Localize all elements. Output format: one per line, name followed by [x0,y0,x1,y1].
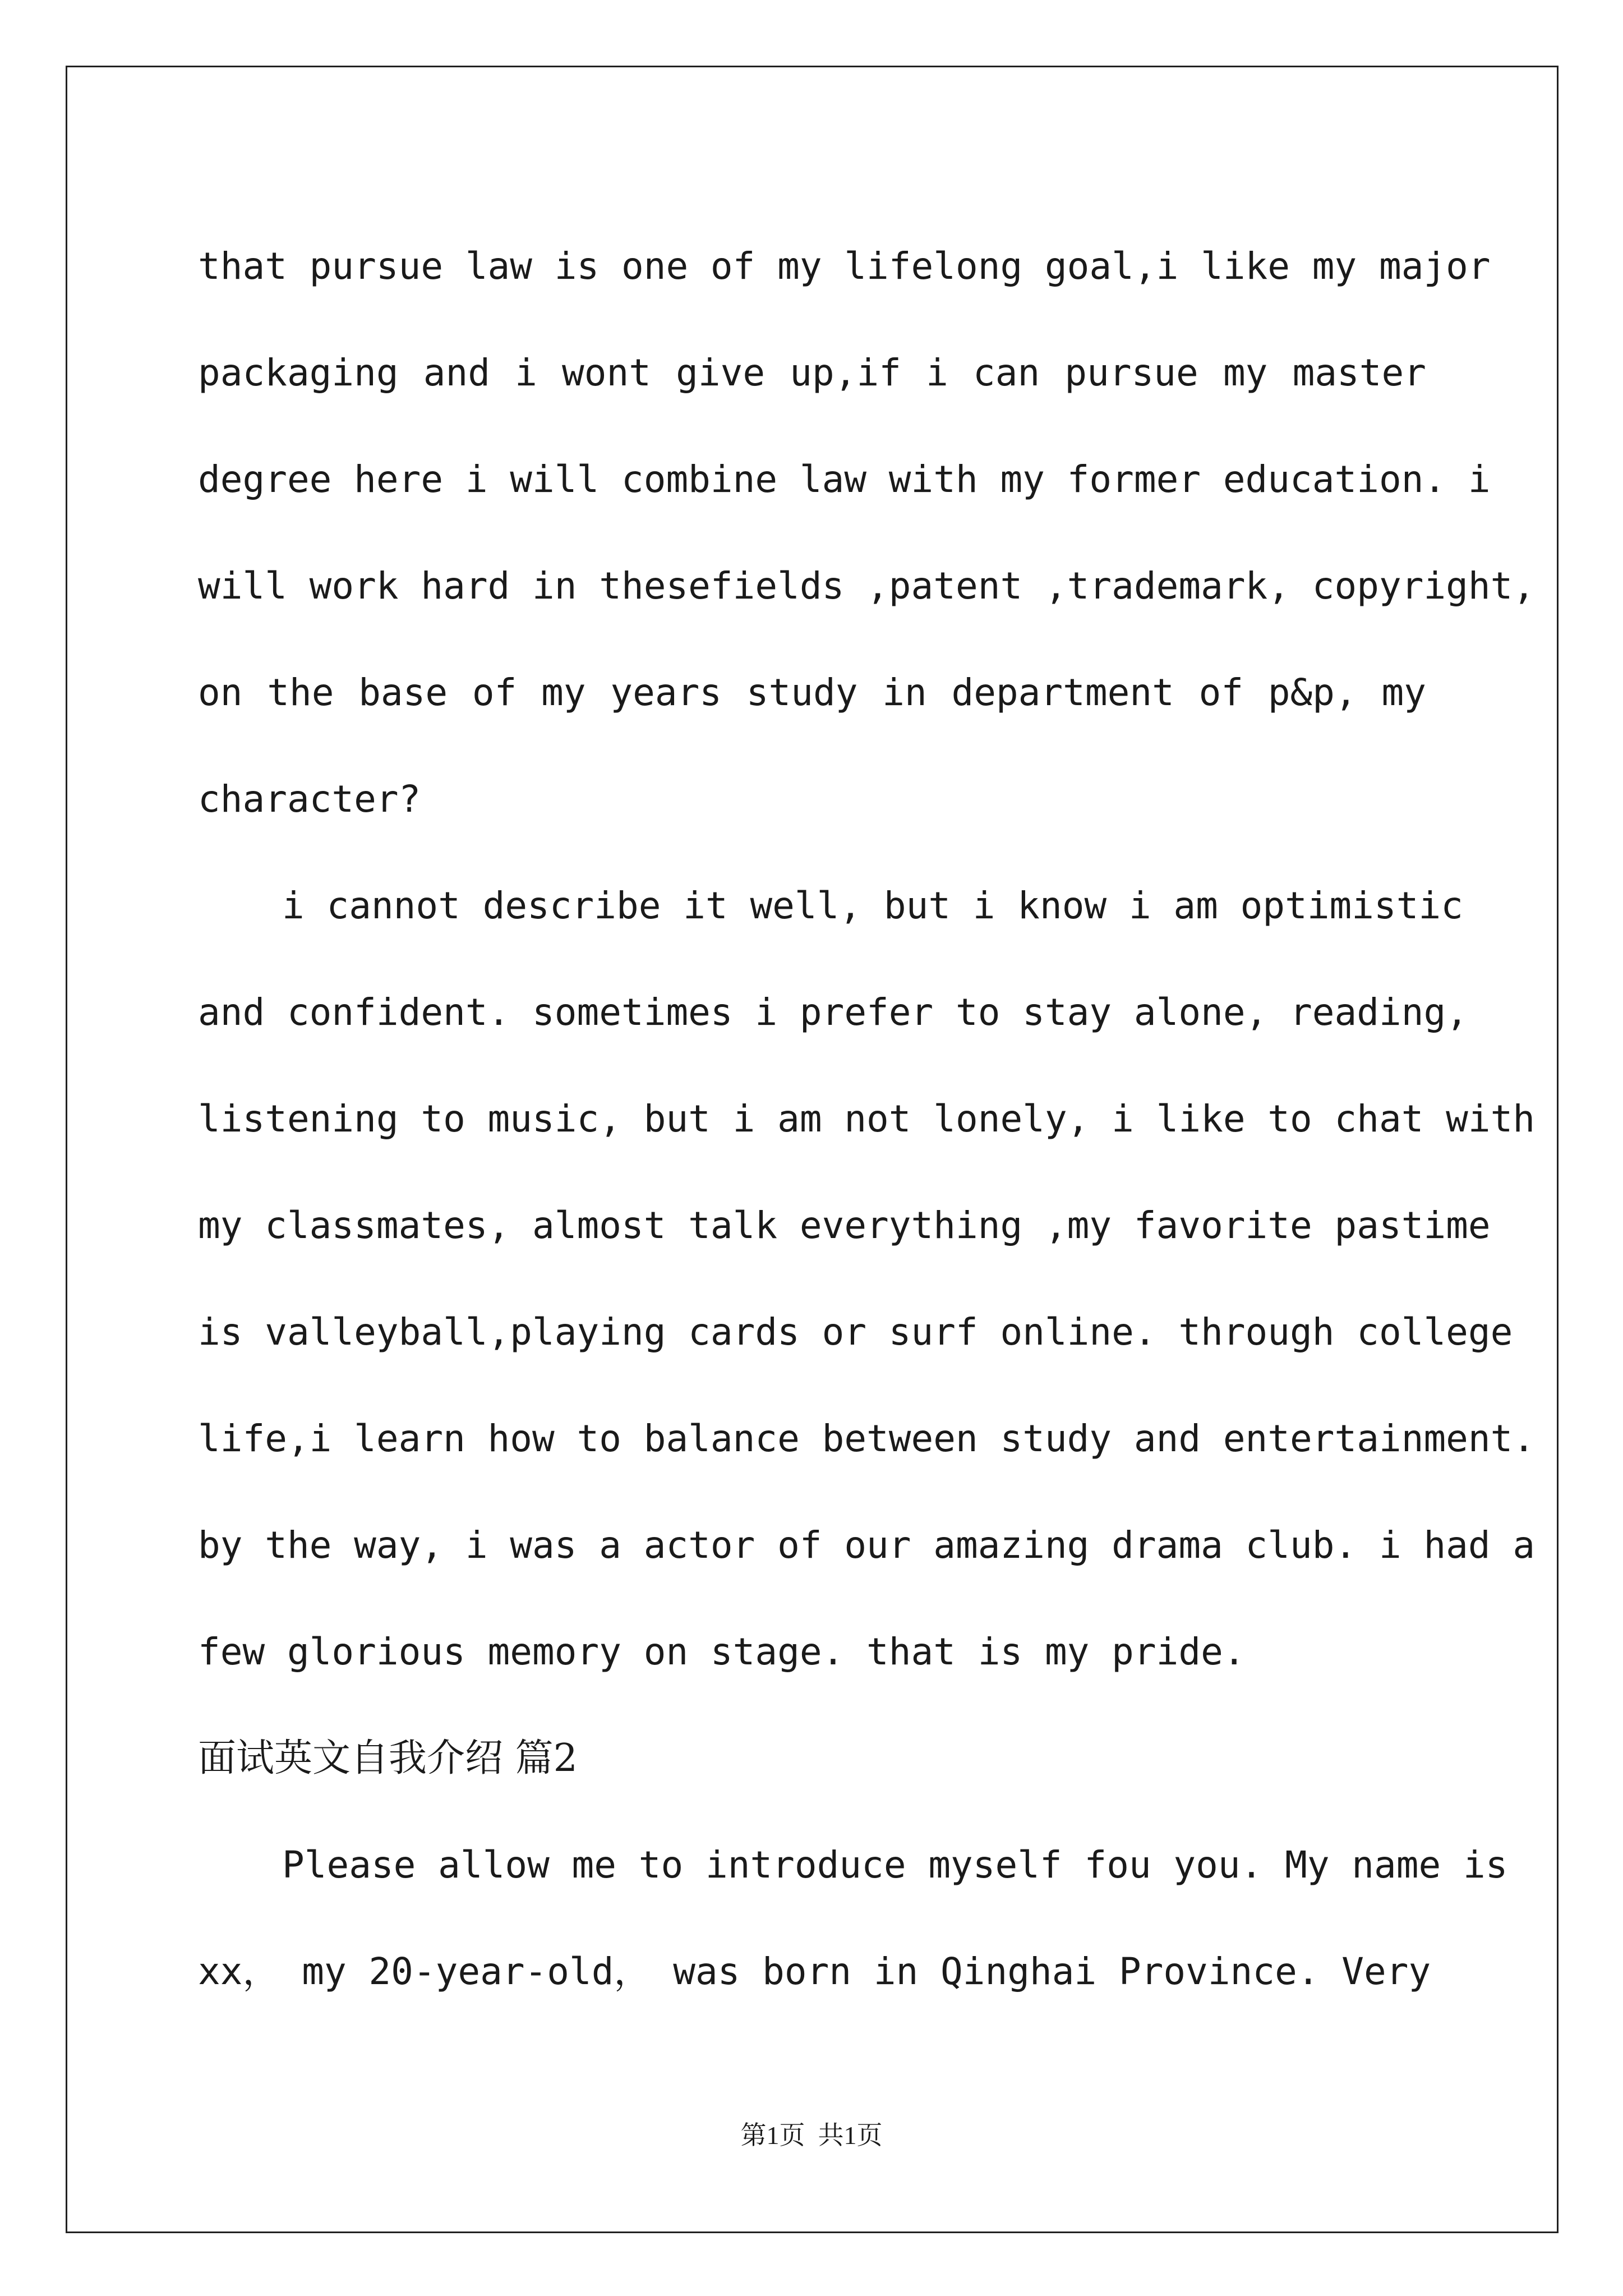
document-body [198,213,1536,2025]
text-line: listening to music, but i am not lonely, i like to chat with [198,1097,1536,1140]
text-line: character? [198,777,421,821]
section-heading: 面试英文自我介绍 篇2 [198,1736,578,1780]
text-line: will work hard in thesefields ,patent ,trademark, copyright, [198,564,1536,608]
paragraph-1 [198,213,1536,853]
text-line: that pursue law is one of my lifelong goal,i like my major [198,245,1491,288]
text-line: by the way, i was a actor of our amazing drama club. i had a [198,1524,1536,1567]
text-line: Please allow me to introduce myself fou you. My name is [282,1843,1508,1887]
text-line: and confident. sometimes i prefer to stay alone, reading, [198,991,1468,1034]
page-number-footer: 第1页 共1页 [740,2121,883,2150]
text-line: life,i learn how to balance between study and entertainment. [198,1417,1536,1460]
text-line: i cannot describe it well, but i know i am optimistic [282,884,1463,927]
paragraph-3 [198,1812,1508,2025]
text-line: my classmates, almost talk everything ,my favorite pastime [198,1204,1491,1247]
paragraph-2 [198,853,1536,1705]
text-line: xx， my 20-year-old， was born in Qinghai Province. Very [198,1950,1431,1993]
text-line: packaging and i wont give up,if i can pursue my master [198,351,1426,394]
text-line: few glorious memory on stage. that is my pride. [198,1630,1246,1673]
text-line: degree here i will combine law with my former education. i [198,458,1491,501]
text-line: on the base of my years study in department of p&p, my [198,671,1426,714]
text-line: is valleyball,playing cards or surf online. through college [198,1310,1513,1354]
